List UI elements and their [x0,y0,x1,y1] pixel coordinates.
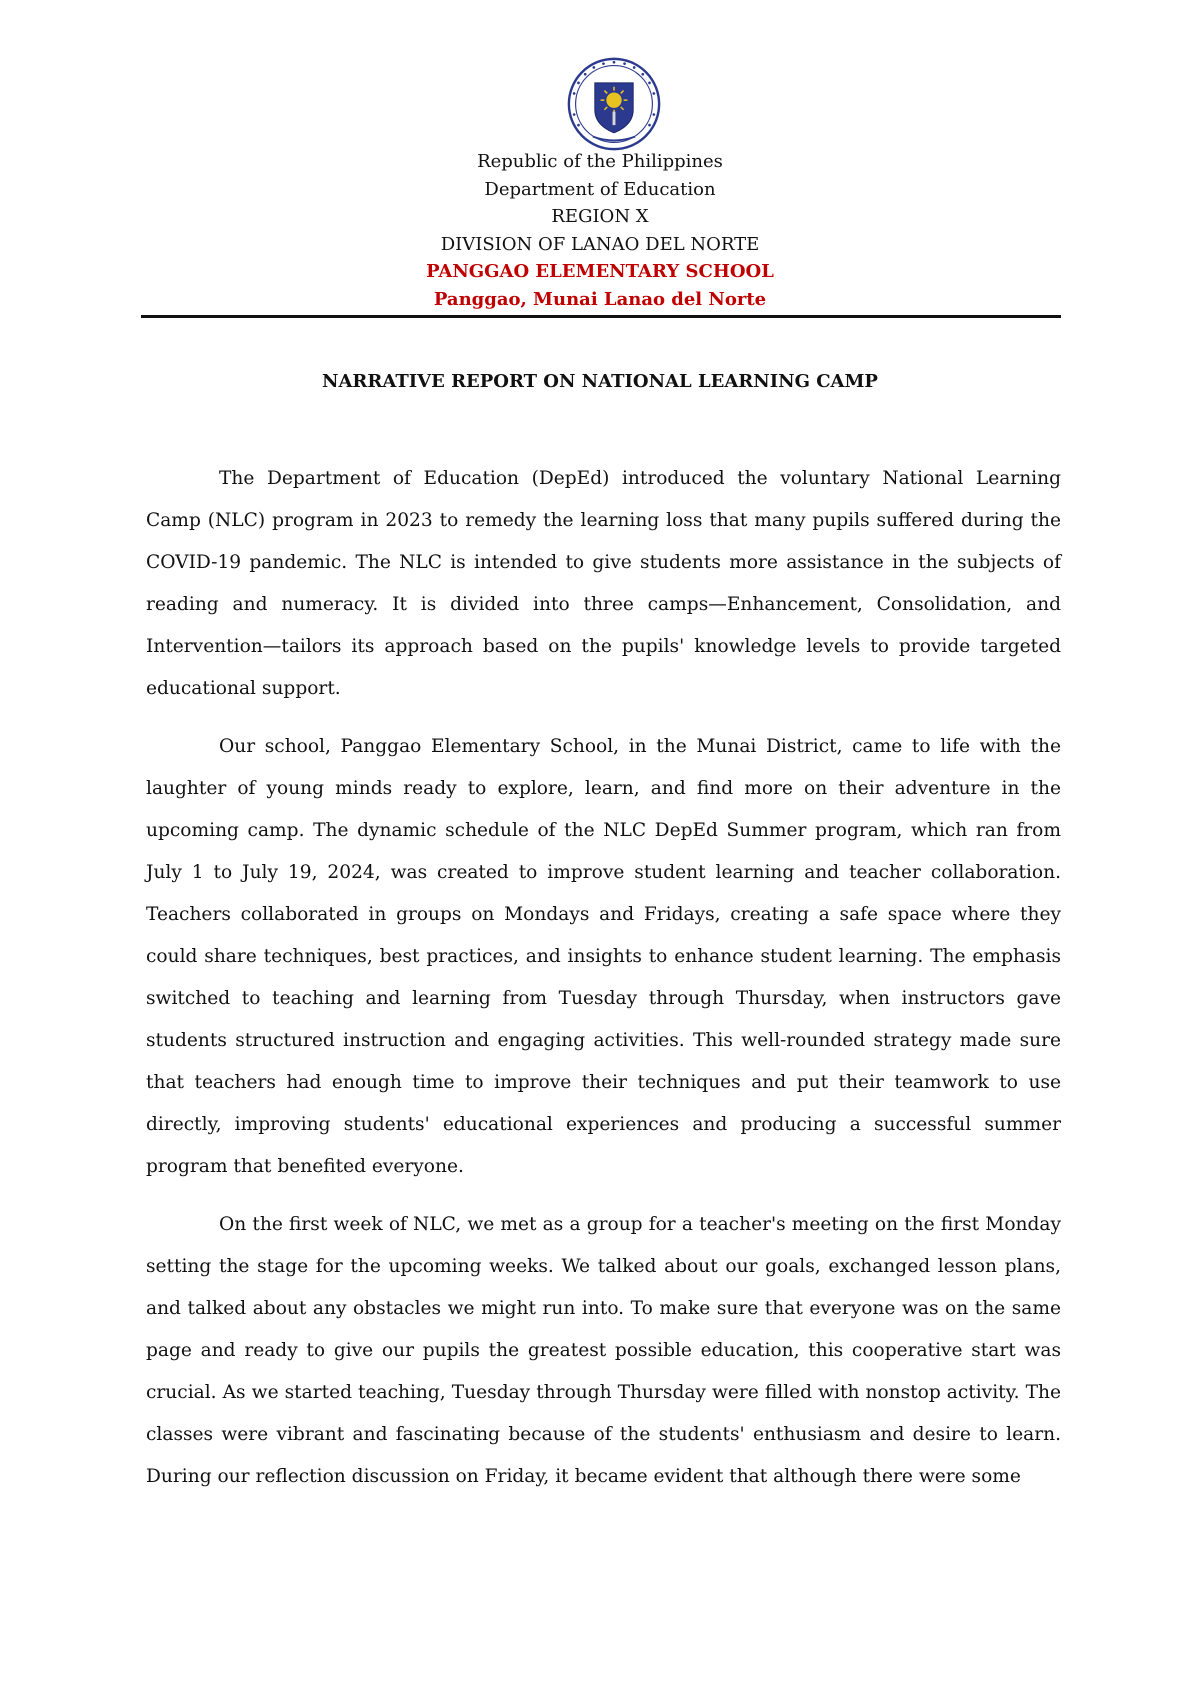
document-body [146,458,1061,1514]
deped-seal-icon [566,56,662,152]
letterhead-divider [141,315,1061,318]
paragraph-2: Our school, Panggao Elementary School, in the Munai District, came to life with the laughter of young minds ready to explore, learn, and find more on their adventure in the upcoming camp. The dynamic schedule of the NLC DepEd Summer program, which ran from July 1 to July 19, 2024, was created to improve student learning and teacher collaboration. Teachers collaborated in groups on Mondays and Fridays, creating a safe space where they could share techniques, best practices, and insights to enhance student learning. The emphasis switched to teaching and learning from Tuesday through Thursday, when instructors gave students structured instruction and engaging activities. This well-rounded strategy made sure that teachers had enough time to improve their techniques and put their teamwork to use directly, improving students' educational experiences and producing a successful summer program that benefited everyone. [146,736,1061,1177]
letterhead-school-address: Panggao, Munai Lanao del Norte [433,288,767,310]
paragraph-1: The Department of Education (DepEd) introduced the voluntary National Learning Camp (NLC) program in 2023 to remedy the learning loss that many pupils suffered during the COVID-19 pandemic. The NLC is intended to give students more assistance in the subjects of reading and numeracy. It is divided into three camps—Enhancement, Consolidation, and Intervention—tailors its approach based on the pupils' knowledge levels to provide targeted educational support. [146,468,1061,699]
letterhead-school-name: PANGGAO ELEMENTARY SCHOOL [426,261,774,282]
letterhead-department: Department of Education [484,178,716,200]
letterhead [140,148,1060,313]
letterhead-division: DIVISION OF LANAO DEL NORTE [440,233,760,255]
document-title: NARRATIVE REPORT ON NATIONAL LEARNING CAMP [322,371,878,392]
letterhead-region: REGION X [551,206,649,227]
paragraph-3: On the first week of NLC, we met as a group for a teacher's meeting on the first Monday setting the stage for the upcoming weeks. We talked about our goals, exchanged lesson plans, and talked about any obstacles we might run into. To make sure that everyone was on the same page and ready to give our pupils the greatest possible education, this cooperative start was crucial. As we started teaching, Tuesday through Thursday were filled with nonstop activity. The classes were vibrant and fascinating because of the students' enthusiasm and desire to learn. During our reflection discussion on Friday, it became evident that although there were some [146,1214,1061,1487]
letterhead-republic: Republic of the Philippines [477,151,723,172]
